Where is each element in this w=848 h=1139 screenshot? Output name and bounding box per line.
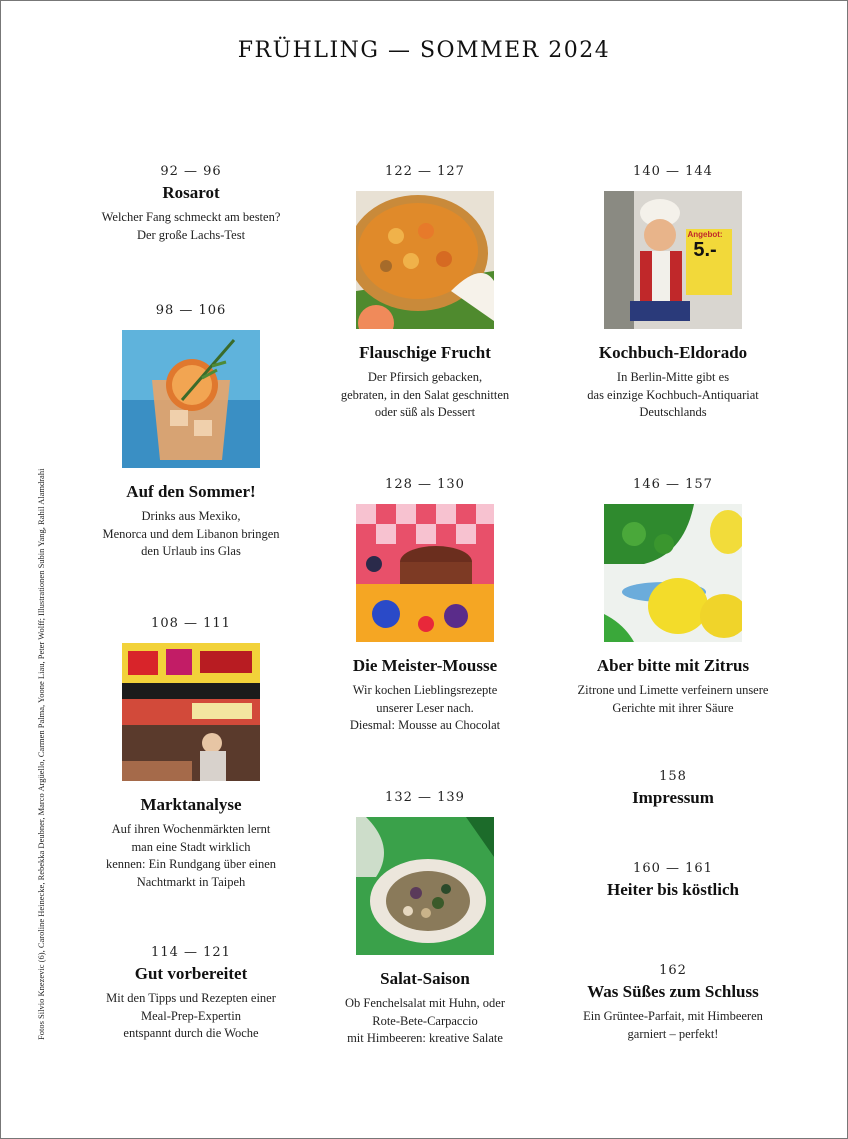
page-range: 114 — 121 — [151, 945, 231, 960]
toc-entry-kochbuch-eldorado[interactable] — [568, 164, 778, 422]
entry-title: Aber bitte mit Zitrus — [596, 656, 750, 675]
toc-entry-heiter-bis-koestlich[interactable] — [568, 861, 778, 900]
toc-entry-gut-vorbereitet[interactable] — [86, 945, 296, 1043]
entry-title: Gut vorbereitet — [134, 964, 248, 983]
toc-entry-was-suesses[interactable] — [568, 963, 778, 1043]
entry-description: Ob Fenchelsalat mit Huhn, oder Rote-Bete-Carpaccio mit Himbeeren: kreative Salate — [344, 996, 506, 1045]
toc-entry-impressum[interactable] — [568, 769, 778, 808]
entry-title: Salat-Saison — [380, 969, 470, 988]
entry-title: Marktanalyse — [140, 795, 242, 814]
page-range: 92 — 96 — [160, 164, 222, 179]
toc-entry-zitrus[interactable] — [568, 477, 778, 717]
page-range: 108 — 111 — [151, 616, 231, 631]
entry-title: Die Meister-Mousse — [352, 656, 498, 675]
entry-description: Welcher Fang schmeckt am besten? Der große Lachs-Test — [101, 210, 281, 242]
page-range: 158 — [659, 769, 687, 784]
entry-title: Flauschige Frucht — [359, 343, 491, 362]
page-range: 162 — [659, 963, 687, 978]
entry-description: Drinks aus Mexiko, Menorca und dem Libanon bringen den Urlaub ins Glas — [102, 509, 280, 558]
entry-title: Impressum — [632, 788, 714, 807]
entry-description: Ein Grüntee-Parfait, mit Himbeeren garniert – perfekt! — [583, 1009, 763, 1041]
entry-title: Auf den Sommer! — [126, 482, 256, 501]
nightmarket-photo — [122, 643, 260, 781]
entry-description: Auf ihren Wochenmärkten lernt man eine Stadt wirklich kennen: Ein Rundgang über einen Nachtmarkt in Taipeh — [105, 822, 277, 889]
entry-description: Zitrone und Limette verfeinern unsere Gerichte mit ihrer Säure — [577, 683, 769, 715]
offer-sign — [682, 230, 728, 262]
page-range: 146 — 157 — [633, 477, 713, 492]
toc-entry-salat-saison[interactable] — [320, 790, 530, 1048]
entry-description: Der Pfirsich gebacken, gebraten, in den Salat geschnitten oder süß als Dessert — [340, 370, 510, 419]
toc-entry-rosarot[interactable] — [86, 164, 296, 244]
page-title: FRÜHLING — SOMMER 2024 — [237, 38, 611, 63]
entry-title: Heiter bis köstlich — [607, 880, 739, 899]
page-range: 128 — 130 — [385, 477, 465, 492]
page-range: 98 — 106 — [155, 303, 227, 318]
toc-entry-meister-mousse[interactable] — [320, 477, 530, 735]
salad-photo — [356, 817, 494, 955]
photo-credits: Fotos Silvio Knezevic (6), Caroline Heinecke, Rebekka Deubner, Marco Argüello, Carmen Palma, Yoone Liau, Peter Wolff; Illustrationen Subin Yang, Rahil Alamdrahi — [36, 468, 46, 1040]
entry-description: Wir kochen Lieblingsrezepte unserer Leser nach. Diesmal: Mousse au Chocolat — [349, 683, 501, 732]
offer-sign-price: 5.- — [693, 239, 717, 261]
entry-description: Mit den Tipps und Rezepten einer Meal-Prep-Expertin entspannt durch die Woche — [106, 991, 276, 1040]
page-range: 132 — 139 — [385, 790, 465, 805]
offer-sign-top: Angebot: — [687, 230, 723, 239]
peach-tart-photo — [356, 191, 494, 329]
toc-entry-marktanalyse[interactable] — [86, 616, 296, 891]
toc-entry-auf-den-sommer[interactable] — [86, 303, 296, 561]
cocktail-photo — [122, 330, 260, 468]
page-range: 160 — 161 — [633, 861, 713, 876]
toc-entry-flauschige-frucht[interactable] — [320, 164, 530, 422]
entry-title: Was Süßes zum Schluss — [587, 982, 759, 1001]
page-range: 122 — 127 — [385, 164, 465, 179]
lemon-photo — [604, 504, 742, 642]
entry-title: Rosarot — [162, 183, 220, 202]
mousse-illustration — [356, 504, 494, 642]
page-range: 140 — 144 — [633, 164, 713, 179]
entry-description: In Berlin-Mitte gibt es das einzige Kochbuch-Antiquariat Deutschlands — [587, 370, 759, 419]
entry-title: Kochbuch-Eldorado — [598, 343, 748, 362]
